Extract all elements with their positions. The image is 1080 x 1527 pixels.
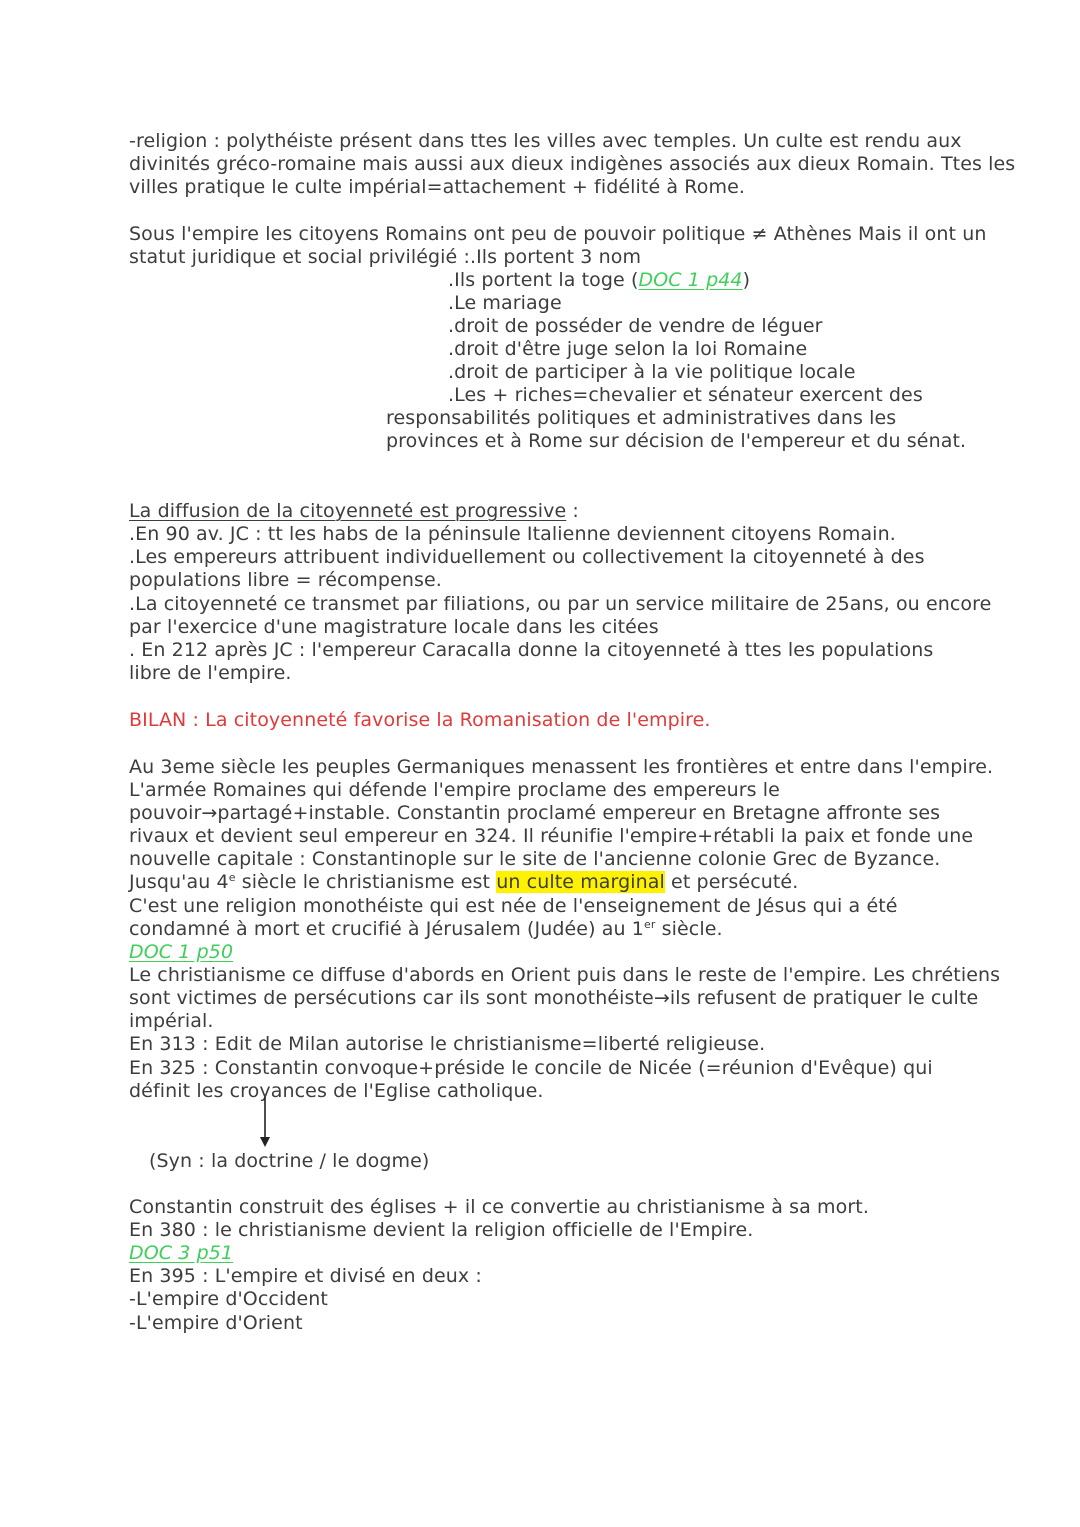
text-line: .Les empereurs attribuent individuellement ou collectivement la citoyenneté à des — [129, 546, 925, 568]
text-line: En 325 : Constantin convoque+préside le concile de Nicée (=réunion d'Evêque) qui — [129, 1057, 933, 1079]
text-line: populations libre = récompense. — [129, 569, 442, 591]
text-line: Au 3eme siècle les peuples Germaniques menassent les frontières et entre dans l'empire. — [129, 756, 994, 778]
text-line — [448, 269, 750, 292]
text-line: -L'empire d'Occident — [129, 1288, 328, 1310]
text-span: siècle le christianisme est — [235, 871, 497, 893]
text-line: -religion : polythéiste présent dans ttes les villes avec temples. Un culte est rendu aux — [129, 130, 962, 152]
text-line: statut juridique et social privilégié :.Ils portent 3 nom — [129, 246, 642, 268]
text-line: .En 90 av. JC : tt les habs de la péninsule Italienne deviennent citoyens Romain. — [129, 523, 896, 545]
text-span: ) — [742, 269, 751, 291]
text-line: Le christianisme ce diffuse d'abords en Orient puis dans le reste de l'empire. Les chrétiens — [129, 964, 1001, 986]
text-line: villes pratique le culte impérial=attachement + fidélité à Rome. — [129, 176, 746, 198]
highlighted-text: un culte marginal — [496, 871, 665, 893]
text-line: définit les croyances de l'Eglise catholique. — [129, 1080, 544, 1102]
text-line: En 395 : L'empire et divisé en deux : — [129, 1265, 482, 1287]
down-arrow-icon — [259, 1097, 271, 1147]
text-line: .droit d'être juge selon la loi Romaine — [448, 338, 808, 360]
text-line: .droit de posséder de vendre de léguer — [448, 315, 823, 337]
synonym-note: (Syn : la doctrine / le dogme) — [149, 1150, 430, 1172]
text-span: et persécuté. — [664, 871, 799, 893]
text-line: L'armée Romaines qui défende l'empire proclame des empereurs le — [129, 779, 780, 801]
text-line: .droit de participer à la vie politique locale — [448, 361, 856, 383]
text-line: rivaux et devient seul empereur en 324. Il réunifie l'empire+rétabli la paix et fonde une — [129, 825, 974, 847]
text-line: .Les + riches=chevalier et sénateur exercent des — [448, 384, 923, 406]
section-heading — [129, 500, 579, 523]
text-line — [129, 1242, 233, 1265]
text-line: sont victimes de persécutions car ils sont monothéiste→ils refusent de pratiquer le culte — [129, 987, 979, 1009]
text-line: Sous l'empire les citoyens Romains ont peu de pouvoir politique ≠ Athènes Mais il ont un — [129, 223, 987, 245]
text-span: : — [566, 500, 579, 522]
text-span: condamné à mort et crucifié à Jérusalem (Judée) au 1 — [129, 918, 644, 940]
text-line: .Le mariage — [448, 292, 562, 314]
text-line: libre de l'empire. — [129, 662, 292, 684]
text-line: -L'empire d'Orient — [129, 1312, 303, 1334]
text-line: . En 212 après JC : l'empereur Caracalla donne la citoyenneté à ttes les populations — [129, 639, 934, 661]
text-line: par l'exercice d'une magistrature locale dans les citées — [129, 616, 659, 638]
text-line: .La citoyenneté ce transmet par filiations, ou par un service militaire de 25ans, ou encore — [129, 593, 992, 615]
heading-text: La diffusion de la citoyenneté est progressive — [129, 500, 567, 522]
text-line — [129, 871, 798, 894]
text-span: siècle. — [655, 918, 723, 940]
superscript: e — [228, 871, 236, 884]
superscript: er — [643, 918, 656, 931]
text-line: Constantin construit des églises + il ce convertie au christianisme à sa mort. — [129, 1196, 869, 1218]
text-line: divinités gréco-romaine mais aussi aux dieux indigènes associés aux dieux Romain. Ttes les — [129, 153, 1016, 175]
doc-reference-link[interactable]: DOC 3 p51 — [129, 1242, 234, 1264]
doc-reference-link[interactable]: DOC 1 p50 — [129, 941, 234, 963]
text-span: Jusqu'au 4 — [129, 871, 229, 893]
bilan-summary: BILAN : La citoyenneté favorise la Romanisation de l'empire. — [129, 709, 711, 731]
text-line: nouvelle capitale : Constantinople sur le site de l'ancienne colonie Grec de Byzance. — [129, 848, 941, 870]
text-span: .Ils portent la toge ( — [448, 269, 639, 291]
text-line: C'est une religion monothéiste qui est née de l'enseignement de Jésus qui a été — [129, 895, 898, 917]
text-line: provinces et à Rome sur décision de l'empereur et du sénat. — [386, 430, 967, 452]
text-line: En 380 : le christianisme devient la religion officielle de l'Empire. — [129, 1219, 754, 1241]
text-line — [129, 918, 723, 941]
text-line — [129, 941, 233, 964]
doc-reference-link[interactable]: DOC 1 p44 — [638, 269, 743, 291]
text-line: impérial. — [129, 1010, 214, 1032]
text-line: responsabilités politiques et administratives dans les — [386, 407, 897, 429]
text-line: En 313 : Edit de Milan autorise le christianisme=liberté religieuse. — [129, 1033, 766, 1055]
text-line: pouvoir→partagé+instable. Constantin proclamé empereur en Bretagne affronte ses — [129, 802, 941, 824]
